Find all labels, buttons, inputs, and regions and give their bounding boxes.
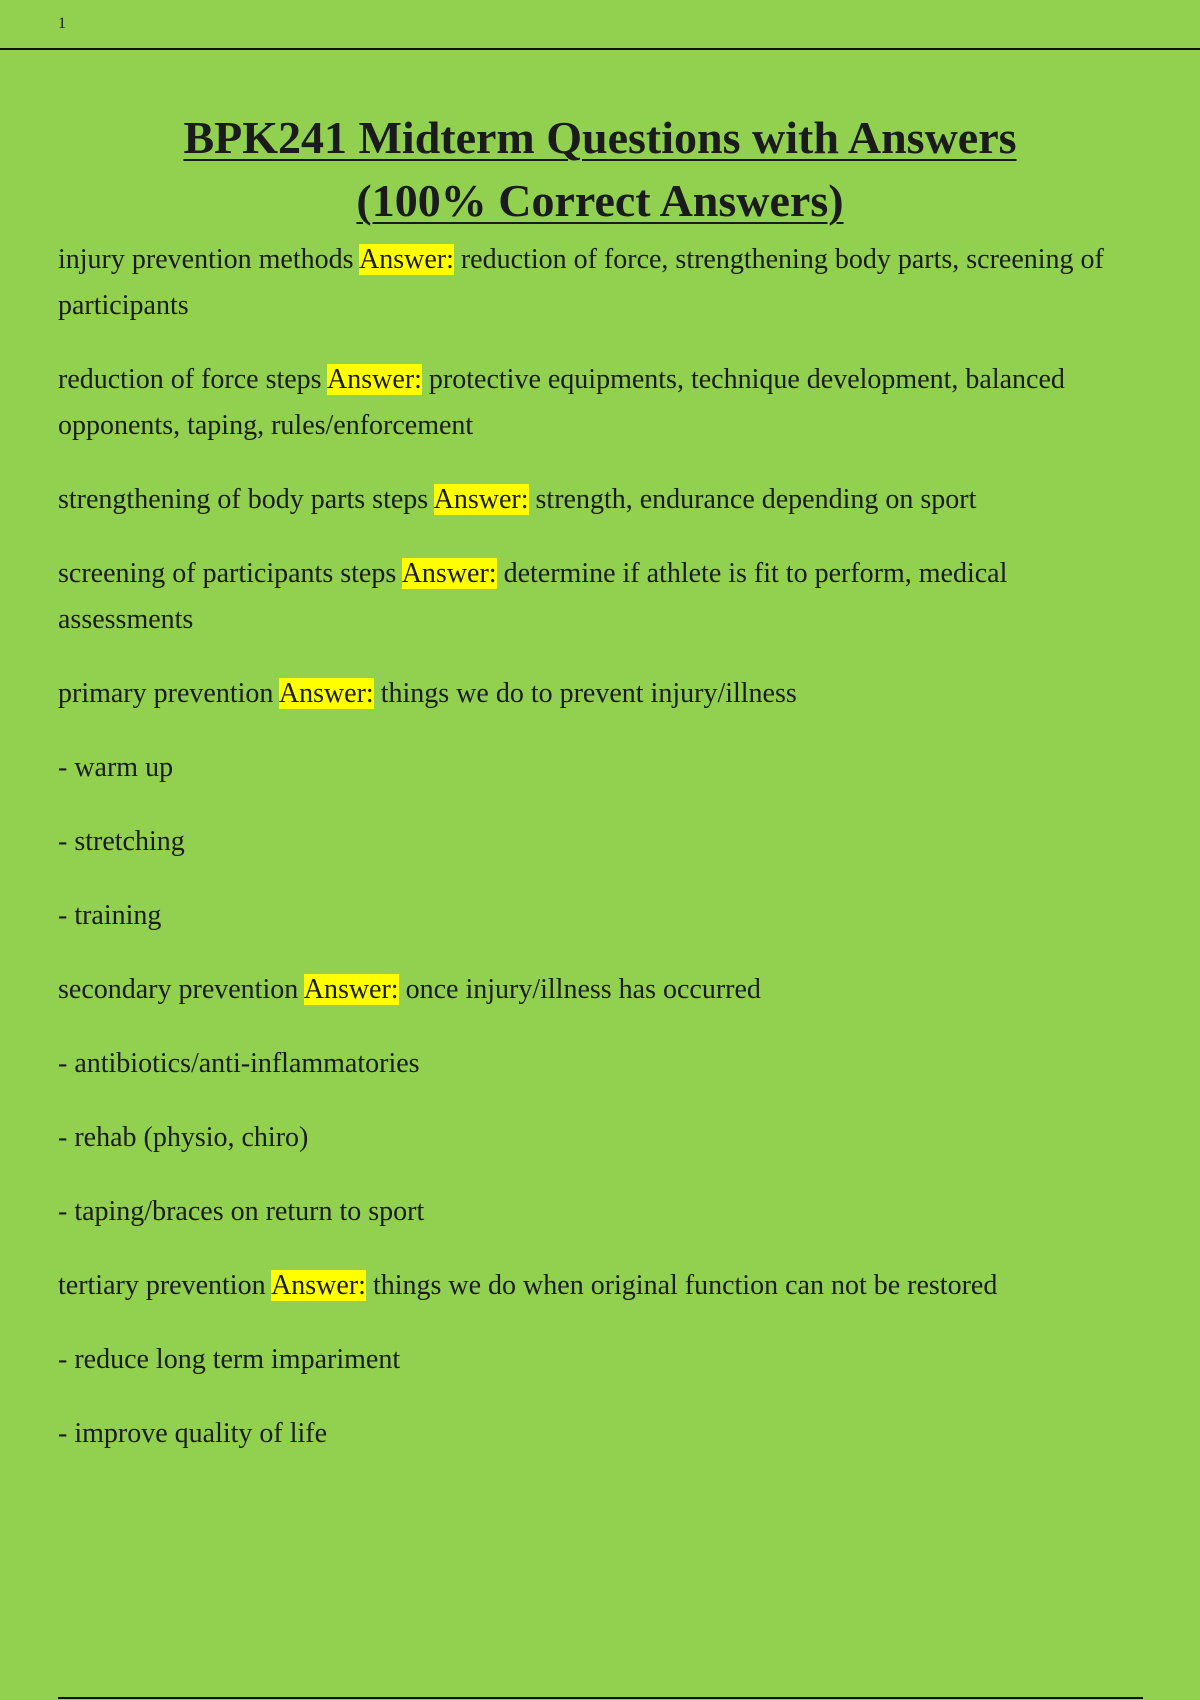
entry-answer: things we do to prevent injury/illness xyxy=(380,678,797,709)
qa-entry xyxy=(58,1263,1118,1309)
entry-list-item: - taping/braces on return to sport xyxy=(58,1196,425,1227)
entry-term: reduction of force steps xyxy=(58,364,322,395)
entry-list-item: - rehab (physio, chiro) xyxy=(58,1122,309,1153)
entry-list-item: - antibiotics/anti-inflammatories xyxy=(58,1048,420,1079)
entry-term: primary prevention xyxy=(58,678,274,709)
answer-label: Answer: xyxy=(401,558,497,589)
qa-entry xyxy=(58,551,1118,643)
header-rule xyxy=(0,48,1200,50)
entry-answer: determine if athlete is fit to perform, medical assessments xyxy=(58,558,1008,635)
answer-label: Answer: xyxy=(358,244,454,275)
entry-term: secondary prevention xyxy=(58,974,299,1005)
entry-list-item: - improve quality of life xyxy=(58,1418,328,1449)
entry-term: screening of participants steps xyxy=(58,558,397,589)
answer-label: Answer: xyxy=(278,678,374,709)
document-title xyxy=(40,106,1160,232)
qa-entry xyxy=(58,477,1118,523)
title-line-2: (100% Correct Answers) xyxy=(356,175,844,226)
answer-label: Answer: xyxy=(327,364,422,395)
qa-content xyxy=(58,237,1118,1485)
answer-label: Answer: xyxy=(433,484,529,515)
entry-term: injury prevention methods xyxy=(58,244,354,275)
answer-label: Answer: xyxy=(271,1270,366,1301)
entry-term: strengthening of body parts steps xyxy=(58,484,429,515)
entry-answer: protective equipments, technique development, balanced opponents, taping, rules/enforcement xyxy=(58,364,1065,441)
qa-entry xyxy=(58,357,1118,449)
title-line-1: BPK241 Midterm Questions with Answers xyxy=(183,112,1017,163)
entry-answer: strength, endurance depending on sport xyxy=(535,484,977,515)
entry-term: tertiary prevention xyxy=(58,1270,266,1301)
qa-entry xyxy=(58,237,1118,329)
qa-entry xyxy=(58,967,1118,1013)
qa-entry xyxy=(58,671,1118,717)
entry-list-item: - reduce long term impariment xyxy=(58,1344,401,1375)
footer-rule xyxy=(58,1697,1143,1699)
entry-list-item: - training xyxy=(58,900,162,931)
page-number: 1 xyxy=(58,15,66,32)
entry-answer: reduction of force, strengthening body parts, screening of participants xyxy=(58,244,1104,321)
entry-list-item: - stretching xyxy=(58,826,185,857)
entry-answer: once injury/illness has occurred xyxy=(405,974,761,1005)
entry-answer: things we do when original function can not be restored xyxy=(372,1270,998,1301)
answer-label: Answer: xyxy=(303,974,399,1005)
entry-list-item: - warm up xyxy=(58,752,174,783)
